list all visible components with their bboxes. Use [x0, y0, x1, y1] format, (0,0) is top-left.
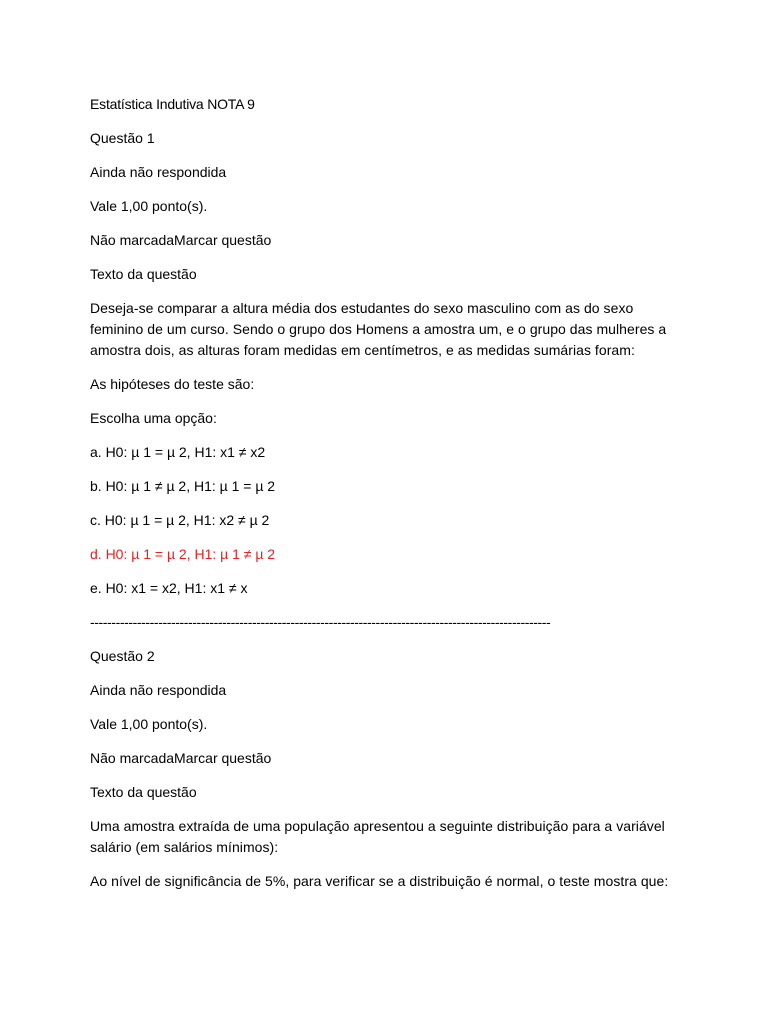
question-1-choose-label: Escolha uma opção: — [90, 410, 217, 426]
question-1-option-b: b. H0: µ 1 ≠ µ 2, H1: µ 1 = µ 2 — [90, 478, 276, 494]
question-1-prompt: As hipóteses do teste são: — [90, 376, 255, 392]
document-title: Estatística Indutiva NOTA 9 — [90, 96, 255, 112]
question-1-heading: Questão 1 — [90, 130, 155, 146]
question-1-option-d-highlighted: d. H0: µ 1 = µ 2, H1: µ 1 ≠ µ 2 — [90, 546, 276, 562]
question-1-body: Deseja-se comparar a altura média dos estudantes do sexo masculino com as do sexo feminino de um curso. Sendo o grupo dos Homens a amostra um, e o grupo das mulheres a amostra dois, as alturas foram medidas em centímetros, e as medidas sumárias foram: — [90, 300, 667, 358]
question-2-heading: Questão 2 — [90, 648, 155, 664]
question-2-flag: Não marcadaMarcar questão — [90, 750, 272, 766]
question-1-option-a: a. H0: µ 1 = µ 2, H1: x1 ≠ x2 — [90, 444, 266, 460]
question-1-text-label: Texto da questão — [90, 266, 197, 282]
document-page — [90, 94, 690, 905]
section-separator: ------------------------------------------------------------------------------------------------------------ — [90, 614, 551, 630]
question-2-body: Uma amostra extraída de uma população apresentou a seguinte distribuição para a variável salário (em salários mínimos): — [90, 818, 665, 855]
question-2-status: Ainda não respondida — [90, 682, 227, 698]
question-2-text-label: Texto da questão — [90, 784, 197, 800]
question-2-value: Vale 1,00 ponto(s). — [90, 716, 208, 732]
question-2-prompt: Ao nível de significância de 5%, para verificar se a distribuição é normal, o teste mostra que: — [90, 873, 669, 889]
question-1-status: Ainda não respondida — [90, 164, 227, 180]
question-1-option-e: e. H0: x1 = x2, H1: x1 ≠ x — [90, 580, 248, 596]
question-1-flag: Não marcadaMarcar questão — [90, 232, 272, 248]
question-1-option-c: c. H0: µ 1 = µ 2, H1: x2 ≠ µ 2 — [90, 512, 270, 528]
question-1-value: Vale 1,00 ponto(s). — [90, 198, 208, 214]
